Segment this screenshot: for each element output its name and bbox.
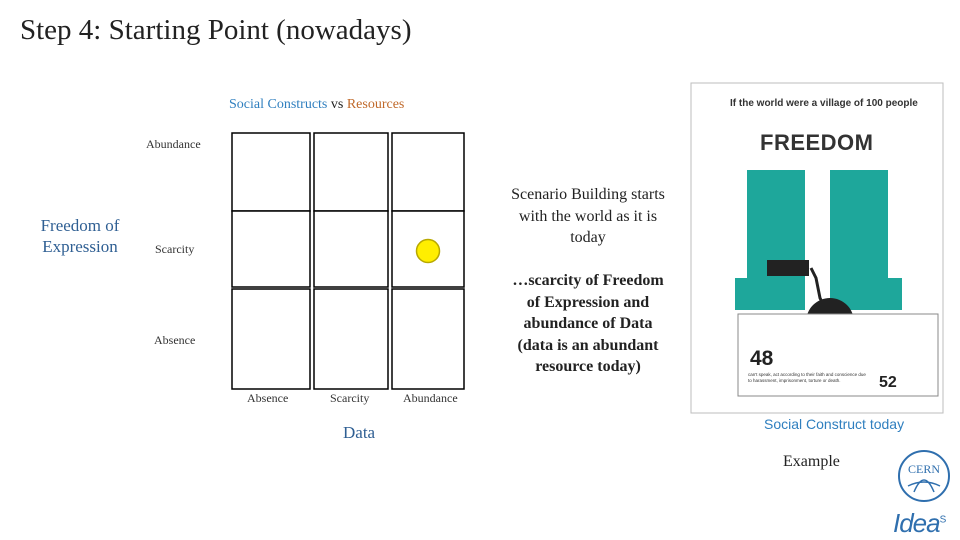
subtitle-social-constructs: Social Constructs xyxy=(229,97,328,112)
infographic-caption: Social Construct today xyxy=(764,416,905,432)
right-leg xyxy=(830,170,888,280)
cern-logo-text: CERN xyxy=(907,462,941,476)
x-axis-label: Data xyxy=(343,423,376,442)
grid-cell xyxy=(392,133,464,211)
subtitle-vs: vs xyxy=(330,97,344,112)
grid-cell xyxy=(314,133,388,211)
page-title: Step 4: Starting Point (nowadays) xyxy=(20,14,412,46)
left-shoe xyxy=(735,278,805,310)
subtitle-resources: Resources xyxy=(346,97,405,112)
y-tick-abundance: Abundance xyxy=(146,137,201,151)
idea-logo-text: Idea xyxy=(893,508,940,538)
x-tick-scarcity: Scarcity xyxy=(330,391,370,405)
grid-cell xyxy=(392,289,464,389)
infographic-title: FREEDOM xyxy=(760,130,874,155)
infographic-heading: If the world were a village of 100 people xyxy=(730,98,918,109)
idea-logo: Idea$^S$ xyxy=(893,508,946,538)
grid-cell xyxy=(232,211,310,287)
scenario-grid xyxy=(230,131,468,393)
x-tick-abundance: Abundance xyxy=(403,391,458,405)
scarcity-text: …scarcity of Freedom of Expression and abundance of Data (data is an abundant resource today) xyxy=(512,272,664,375)
freedom-infographic xyxy=(690,82,944,414)
y-axis-label: Freedom of Expression xyxy=(40,216,120,256)
infographic-big-number: 48 xyxy=(750,347,774,370)
infographic-small-text: can't speak, act according to their faith and conscience due to harassment, imprisonment, torture or death. xyxy=(748,372,866,383)
scenario-text: Scenario Building starts with the world as it is today xyxy=(511,186,665,246)
shackle xyxy=(767,260,809,276)
current-position-marker xyxy=(417,240,440,263)
grid-cell xyxy=(232,133,310,211)
grid-cell xyxy=(314,211,388,287)
grid-cell xyxy=(314,289,388,389)
diagram-subtitle xyxy=(229,97,404,113)
infographic-right-number: 52 xyxy=(879,374,897,391)
example-label: Example xyxy=(783,453,840,470)
x-tick-absence: Absence xyxy=(247,391,289,405)
y-tick-absence: Absence xyxy=(154,333,196,347)
grid-cell xyxy=(232,289,310,389)
y-tick-scarcity: Scarcity xyxy=(155,242,195,256)
cern-logo xyxy=(896,448,952,504)
